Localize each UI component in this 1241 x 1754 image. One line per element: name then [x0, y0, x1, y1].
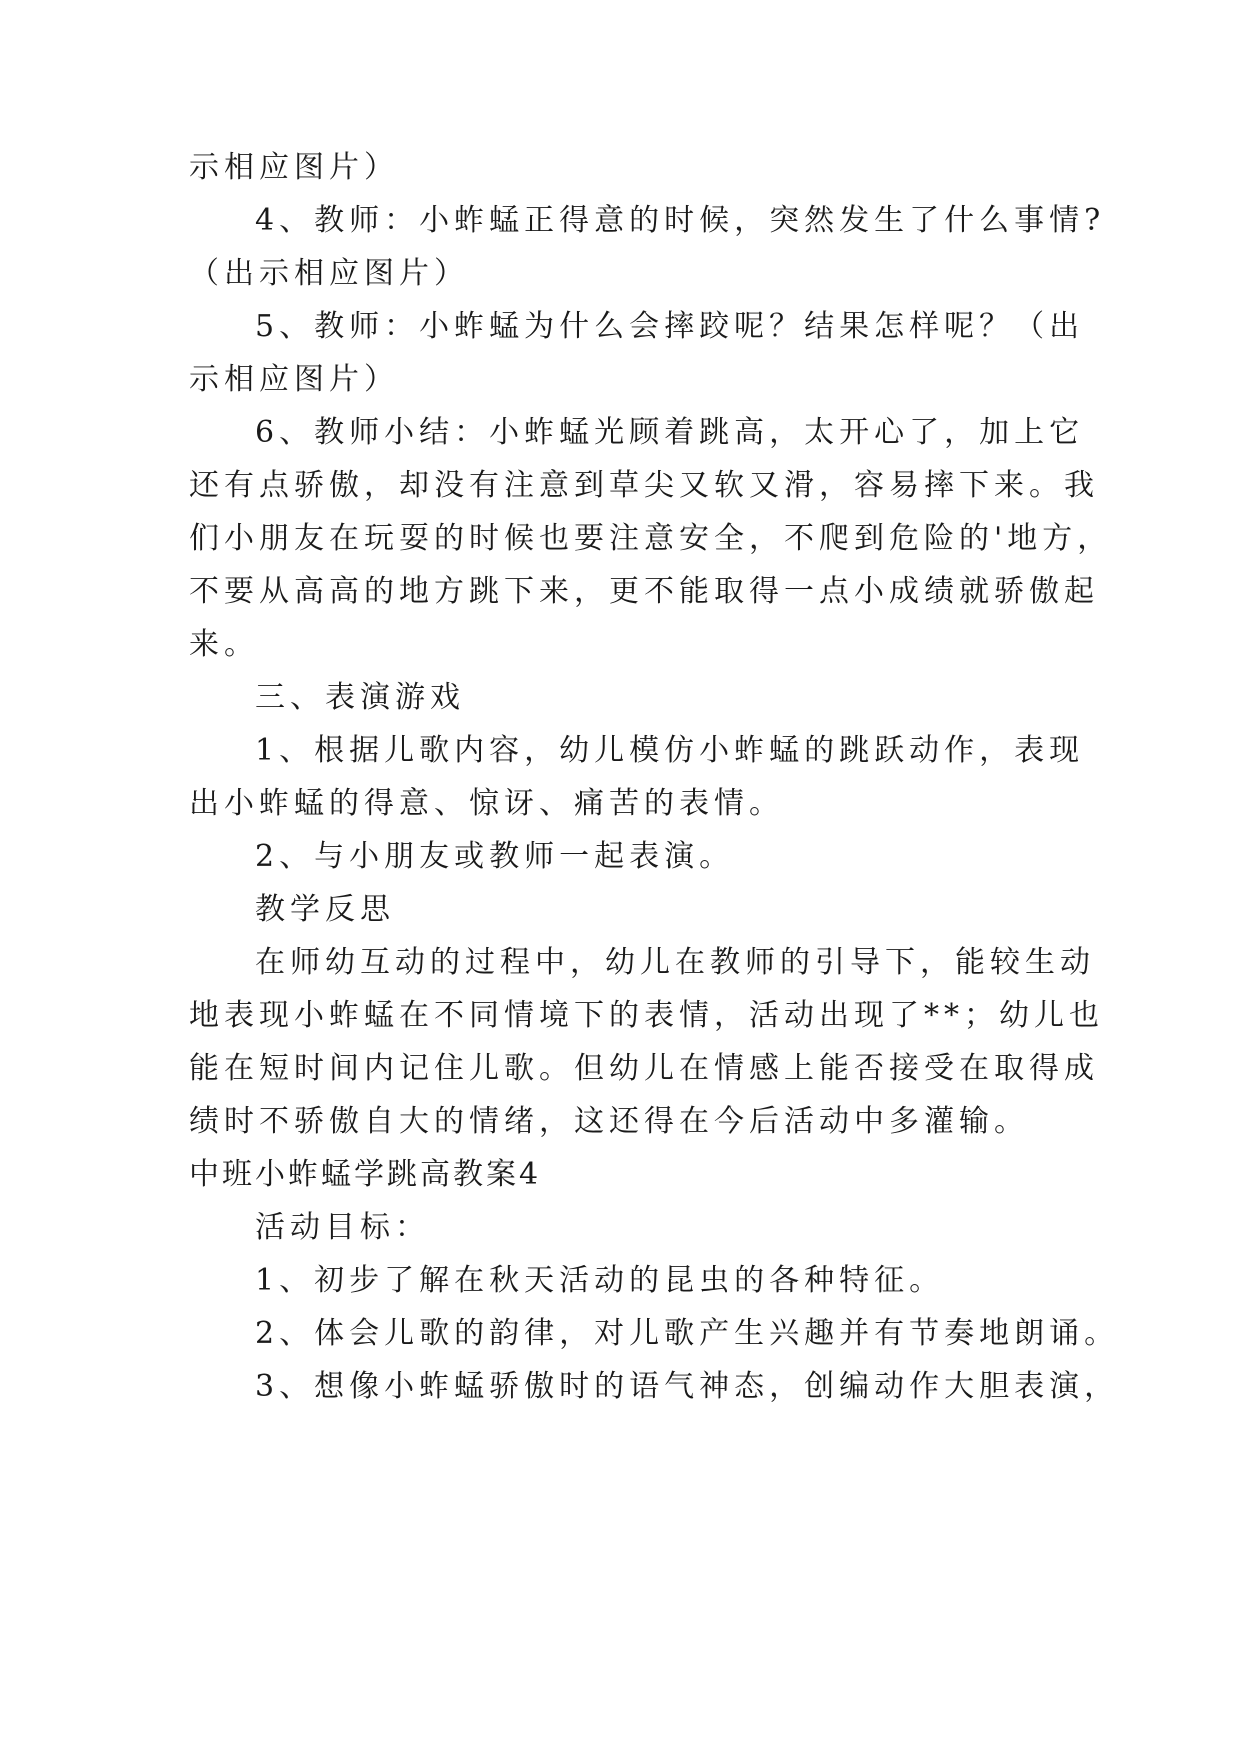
text-line: 5、教师：小蚱蜢为什么会摔跤呢？结果怎样呢？（出: [255, 309, 1085, 344]
text-line: 2、与小朋友或教师一起表演。: [255, 839, 735, 874]
text-line: 1、根据儿歌内容，幼儿模仿小蚱蜢的跳跃动作，表现: [255, 733, 1085, 768]
text-line: 不要从高高的地方跳下来，更不能取得一点小成绩就骄傲起: [189, 574, 1099, 609]
text-line: 出小蚱蜢的得意、惊讶、痛苦的表情。: [189, 786, 784, 821]
text-line: 4、教师：小蚱蜢正得意的时候，突然发生了什么事情?: [255, 203, 1106, 238]
section-heading: 活动目标：: [255, 1210, 430, 1245]
document-title: 中班小蚱蜢学跳高教案4: [189, 1157, 542, 1192]
text-line: 2、体会儿歌的韵律，对儿歌产生兴趣并有节奏地朗诵。: [255, 1316, 1120, 1351]
text-line: 示相应图片）: [189, 150, 399, 185]
text-line: 还有点骄傲，却没有注意到草尖又软又滑，容易摔下来。我: [189, 468, 1099, 503]
text-line: 在师幼互动的过程中，幼儿在教师的引导下，能较生动: [255, 945, 1095, 980]
text-line: （出示相应图片）: [189, 256, 469, 291]
text-line: 能在短时间内记住儿歌。但幼儿在情感上能否接受在取得成: [189, 1051, 1099, 1086]
text-line: 3、想像小蚱蜢骄傲时的语气神态，创编动作大胆表演，: [255, 1369, 1120, 1404]
text-line: 1、初步了解在秋天活动的昆虫的各种特征。: [255, 1263, 945, 1298]
text-line: 绩时不骄傲自大的情绪，这还得在今后活动中多灌输。: [189, 1104, 1029, 1139]
text-line: 来。: [189, 627, 259, 662]
text-line: 示相应图片）: [189, 362, 399, 397]
section-heading: 三、表演游戏: [255, 680, 465, 715]
text-line: 们小朋友在玩耍的时候也要注意安全，不爬到危险的'地方，: [189, 521, 1113, 556]
text-line: 6、教师小结：小蚱蜢光顾着跳高，太开心了，加上它: [255, 415, 1085, 450]
text-line: 地表现小蚱蜢在不同情境下的表情，活动出现了**；幼儿也: [189, 998, 1104, 1033]
section-heading: 教学反思: [255, 892, 395, 927]
